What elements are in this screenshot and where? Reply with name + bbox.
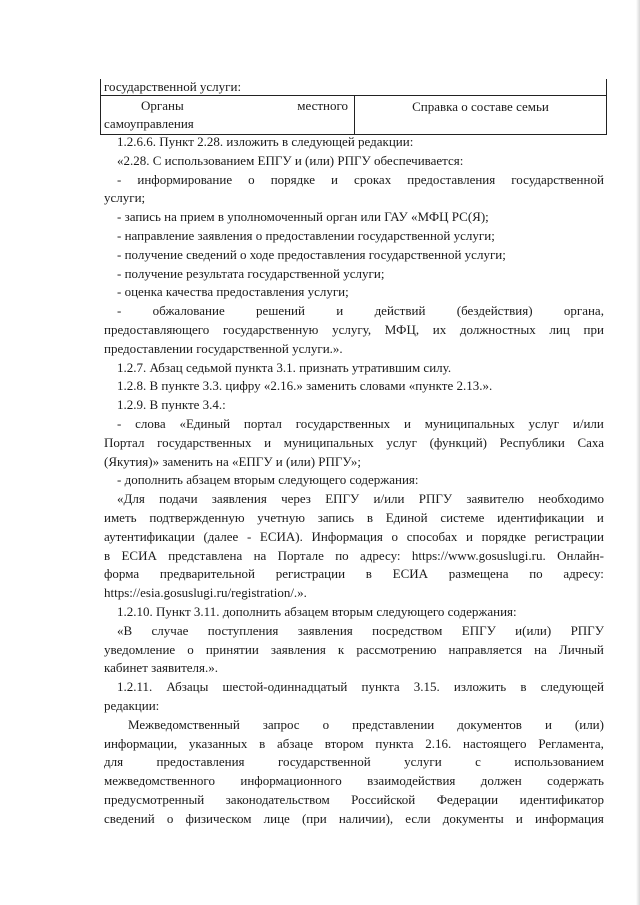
word: заявителю: [466, 491, 524, 507]
word: услугу,: [332, 321, 372, 337]
word: поступления: [207, 622, 279, 638]
word: Федерации: [436, 791, 499, 807]
word: информации,: [104, 735, 178, 751]
word: межведомственного: [104, 773, 215, 789]
word: ЕСИА: [392, 566, 429, 582]
word: Саха: [577, 434, 604, 450]
word: в: [104, 547, 111, 563]
word: и: [264, 434, 272, 450]
word: подтвержденную: [149, 509, 245, 525]
word: и: [596, 509, 604, 525]
word: запрос: [262, 716, 300, 732]
word: лице: [263, 810, 290, 826]
word: 2.16.: [425, 735, 452, 751]
paragraph-line: 1.2.9. В пункте 3.4.:: [117, 397, 226, 413]
word: Единой: [385, 509, 428, 525]
word: ЕСИА).: [259, 528, 303, 544]
word: заявления: [211, 491, 267, 507]
word: физическом: [185, 810, 252, 826]
paragraph-line: [104, 490, 604, 509]
word: на: [534, 641, 547, 657]
word: Личный: [558, 641, 604, 657]
word: порядке: [481, 528, 526, 544]
word: государственной: [278, 754, 371, 770]
word: (далее: [203, 528, 239, 544]
word: представлена: [168, 547, 243, 563]
word: государственную: [222, 321, 319, 337]
word: РПГУ: [570, 622, 604, 638]
word: идентификации: [497, 509, 585, 525]
word: решений: [256, 303, 305, 319]
word: (бездействия): [456, 303, 533, 319]
word: шестой-одиннадцатый: [222, 679, 348, 695]
word: ЕПГУ: [325, 491, 360, 507]
word: ЕПГУ: [461, 622, 496, 638]
word: сведений: [104, 810, 155, 826]
word: втором: [324, 735, 364, 751]
word: адресу:: [563, 566, 604, 582]
word: «Для: [117, 491, 145, 507]
word: наличии),: [338, 810, 394, 826]
paragraph-line: - оценка качества предоставления услуги;: [117, 284, 349, 300]
word: (при: [301, 810, 327, 826]
word: содержать: [547, 773, 604, 789]
word: Информация: [311, 528, 383, 544]
word: через: [281, 491, 311, 507]
word: в: [520, 679, 527, 695]
word: регистрации: [275, 566, 346, 582]
paragraph-line: 1.2.6.6. Пункт 2.28. изложить в следующей редакции:: [117, 134, 414, 149]
paragraph-line: услуги;: [104, 190, 146, 206]
paragraph-line: 1.2.8. В пункте 3.3. цифру «2.16.» заменить словами «пункте 2.13.».: [117, 378, 493, 394]
word: с: [475, 754, 481, 770]
paragraph-line: - дополнить абзацем вторым следующего содержания:: [117, 472, 419, 488]
paragraph-line: - запись на прием в уполномоченный орган или ГАУ «МФЦ РС(Я);: [117, 209, 489, 225]
word: форма: [104, 566, 140, 582]
word: указанных: [188, 735, 248, 751]
word: в: [366, 509, 373, 525]
word: -: [117, 415, 122, 431]
cell-text: местного: [297, 98, 348, 113]
word: слова: [135, 415, 166, 431]
word: о: [322, 716, 330, 732]
word: на: [253, 547, 267, 563]
paragraph-line: [104, 302, 604, 321]
paragraph-line: 1.2.10. Пункт 3.11. дополнить абзацем вторым следующего содержания:: [117, 603, 517, 619]
paragraph-line: [104, 509, 604, 528]
word: и: [515, 810, 523, 826]
word: документов: [457, 716, 522, 732]
paragraph-line: [104, 321, 604, 340]
word: муниципальных: [424, 415, 515, 431]
paragraph-line: [104, 528, 604, 547]
word: заявления: [270, 641, 326, 657]
paragraph-line: [104, 415, 604, 434]
word: аутентификации: [104, 528, 195, 544]
word: и: [403, 415, 411, 431]
word: -: [117, 171, 122, 187]
word: по: [335, 547, 349, 563]
word: для: [104, 754, 124, 770]
paragraph-line: [104, 753, 604, 772]
word: Портал: [104, 434, 145, 450]
word: Российской: [351, 791, 416, 807]
cell-text: Органы: [141, 98, 184, 113]
paragraph-line: [104, 171, 604, 190]
paragraph-line: (Якутия)» заменить на «ЕПГУ и (или) РПГУ»;: [104, 453, 361, 469]
word: государственных: [295, 415, 391, 431]
word: адресу:: [360, 547, 401, 563]
word: принятии: [205, 641, 259, 657]
paragraph-line: [104, 565, 604, 584]
scan-edge-shadow: [636, 0, 640, 905]
paragraph-line: - получение сведений о ходе предоставления государственной услуги;: [117, 246, 506, 262]
word: Межведомственный: [128, 716, 240, 732]
word: (функций): [429, 434, 487, 450]
word: должностных: [459, 321, 536, 337]
word: услуг: [386, 434, 417, 450]
paragraph-line: кабинет заявителя.».: [104, 660, 219, 676]
word: предоставляющего: [104, 321, 210, 337]
word: услуг: [528, 415, 560, 431]
paragraph-line: редакции:: [104, 697, 160, 713]
word: к: [337, 641, 345, 657]
word: РПГУ: [418, 491, 453, 507]
word: и: [466, 528, 474, 544]
word: https://www.gosuslugi.ru.: [411, 547, 546, 563]
word: портал: [243, 415, 282, 431]
paragraph-line: [104, 622, 604, 641]
word: информационного: [240, 773, 342, 789]
word: предварительной: [159, 566, 256, 582]
word: регистрации: [534, 528, 604, 544]
word: в: [365, 566, 372, 582]
paragraph-line: [104, 810, 604, 829]
word: заявления: [297, 622, 353, 638]
paragraph-line: «2.28. С использованием ЕПГУ и (или) РПГУ обеспечивается:: [117, 152, 464, 168]
word: предоставления: [407, 171, 496, 187]
table-cell-organ: [101, 96, 355, 134]
word: абзаце: [277, 735, 314, 751]
cell-text: самоуправления: [104, 116, 194, 131]
word: следующей: [540, 679, 604, 695]
word: использованием: [514, 754, 604, 770]
word: пункта: [361, 679, 400, 695]
services-table: [100, 79, 607, 135]
word: взаимодействия: [367, 773, 456, 789]
paragraph-line: предоставлении государственной услуги.».: [104, 340, 343, 356]
word: представлении: [352, 716, 435, 732]
word: Республики: [499, 434, 565, 450]
word: лиц: [549, 321, 570, 337]
table-row-continuation: государственной услуги:: [101, 79, 606, 96]
word: рассмотрению: [356, 641, 437, 657]
paragraph-line: [104, 791, 604, 810]
word: Онлайн-: [557, 547, 604, 563]
word: (или): [574, 716, 604, 732]
word: -: [117, 303, 122, 319]
word: документы: [442, 810, 504, 826]
document-body: [104, 133, 604, 828]
paragraph-line: [104, 772, 604, 791]
word: и/или: [572, 415, 604, 431]
table-cell-document: Справка о составе семьи: [412, 99, 549, 114]
word: ЕСИА: [121, 547, 157, 563]
word: учетную: [257, 509, 305, 525]
word: в: [259, 735, 266, 751]
paragraph-line: [104, 641, 604, 660]
word: сроках: [354, 171, 392, 187]
word: муниципальных: [283, 434, 374, 450]
paragraph-line: [104, 547, 604, 566]
paragraph-line: - получение результата государственной услуги;: [117, 265, 385, 281]
word: о: [166, 810, 174, 826]
word: предусмотренный: [104, 791, 205, 807]
word: и: [336, 303, 344, 319]
paragraph-line: 1.2.7. Абзац седьмой пункта 3.1. признать утратившим силу.: [117, 359, 452, 375]
word: изложить: [453, 679, 507, 695]
paragraph-line: [104, 434, 604, 453]
word: при: [583, 321, 604, 337]
word: подачи: [159, 491, 198, 507]
word: и: [331, 171, 339, 187]
word: о: [248, 171, 255, 187]
word: органа,: [563, 303, 604, 319]
paragraph-line: - направление заявления о предоставлении государственной услуги;: [117, 227, 495, 243]
word: посредством: [372, 622, 443, 638]
word: и/или: [373, 491, 405, 507]
word: услуги: [404, 754, 442, 770]
word: информация: [534, 810, 604, 826]
word: законодательством: [225, 791, 330, 807]
word: обжалование: [152, 303, 225, 319]
word: Портале: [277, 547, 324, 563]
table-row: [101, 96, 606, 134]
word: о: [187, 641, 194, 657]
word: запись: [317, 509, 355, 525]
word: иметь: [104, 509, 137, 525]
word: предоставления: [156, 754, 245, 770]
word: настоящего: [463, 735, 527, 751]
word: государственной: [511, 171, 604, 187]
word: и(или): [515, 622, 552, 638]
word: пункта: [375, 735, 414, 751]
word: должен: [480, 773, 522, 789]
word: действий: [374, 303, 426, 319]
word: системе: [440, 509, 485, 525]
word: Регламента,: [538, 735, 604, 751]
word: -: [246, 528, 252, 544]
word: если: [405, 810, 431, 826]
paragraph-line: [104, 735, 604, 754]
word: размещена: [448, 566, 509, 582]
word: их: [432, 321, 447, 337]
word: необходимо: [538, 491, 604, 507]
paragraph-line: [104, 716, 604, 735]
word: 1.2.11.: [117, 679, 153, 695]
word: способах: [406, 528, 458, 544]
word: Абзацы: [166, 679, 209, 695]
word: идентификатор: [519, 791, 604, 807]
paragraph-line: https://esia.gosuslugi.ru/registration/.».: [104, 585, 307, 601]
word: порядке: [270, 171, 316, 187]
word: МФЦ,: [384, 321, 420, 337]
word: «Единый: [179, 415, 231, 431]
word: и: [544, 716, 552, 732]
word: 3.15.: [413, 679, 440, 695]
word: уведомление: [104, 641, 176, 657]
word: направляется: [448, 641, 523, 657]
paragraph-line: [104, 678, 604, 697]
word: информирование: [137, 171, 233, 187]
word: «В: [117, 622, 133, 638]
word: случае: [151, 622, 189, 638]
word: государственных: [157, 434, 252, 450]
word: о: [391, 528, 399, 544]
word: по: [529, 566, 543, 582]
